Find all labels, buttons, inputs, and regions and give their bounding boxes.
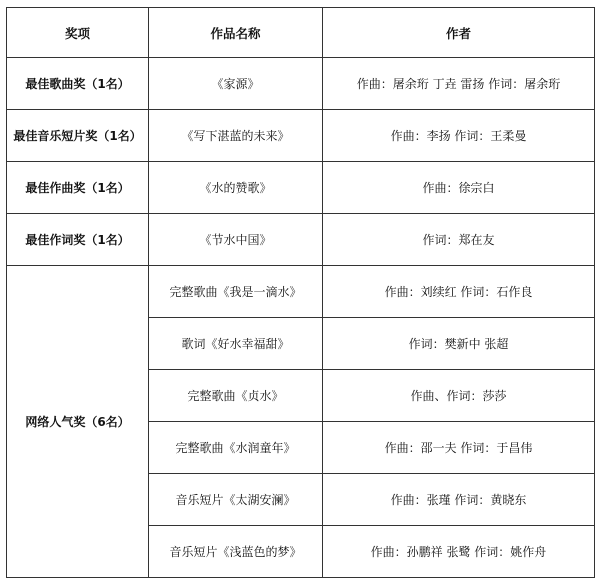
work-cell: 完整歌曲《水润童年》 bbox=[149, 422, 323, 474]
table-row bbox=[7, 162, 595, 214]
author-cell: 作曲：李扬 作词：王柔曼 bbox=[323, 110, 595, 162]
author-cell: 作曲：徐宗白 bbox=[323, 162, 595, 214]
header-award: 奖项 bbox=[7, 8, 149, 58]
work-cell: 《水的赞歌》 bbox=[149, 162, 323, 214]
header-work: 作品名称 bbox=[149, 8, 323, 58]
header-author: 作者 bbox=[323, 8, 595, 58]
author-cell: 作曲：邵一夫 作词：于昌伟 bbox=[323, 422, 595, 474]
work-cell: 完整歌曲《我是一滴水》 bbox=[149, 266, 323, 318]
author-cell: 作曲：屠余珩 丁垚 雷扬 作词：屠余珩 bbox=[323, 58, 595, 110]
award-cell: 最佳音乐短片奖（1名） bbox=[7, 110, 149, 162]
work-cell: 《节水中国》 bbox=[149, 214, 323, 266]
work-cell: 音乐短片《太湖安澜》 bbox=[149, 474, 323, 526]
table-row bbox=[7, 214, 595, 266]
work-cell: 音乐短片《浅蓝色的梦》 bbox=[149, 526, 323, 578]
awards-table bbox=[6, 7, 595, 578]
author-cell: 作词：樊新中 张超 bbox=[323, 318, 595, 370]
work-cell: 《写下湛蓝的未来》 bbox=[149, 110, 323, 162]
header-row bbox=[7, 8, 595, 58]
table-row bbox=[7, 266, 595, 318]
popular-award-cell: 网络人气奖（6名） bbox=[7, 266, 149, 578]
author-cell: 作曲、作词：莎莎 bbox=[323, 370, 595, 422]
award-cell: 最佳作曲奖（1名） bbox=[7, 162, 149, 214]
work-cell: 《家源》 bbox=[149, 58, 323, 110]
work-cell: 完整歌曲《贞水》 bbox=[149, 370, 323, 422]
author-cell: 作曲：张瑾 作词：黄晓东 bbox=[323, 474, 595, 526]
table-row bbox=[7, 58, 595, 110]
award-cell: 最佳歌曲奖（1名） bbox=[7, 58, 149, 110]
author-cell: 作词：郑在友 bbox=[323, 214, 595, 266]
author-cell: 作曲：刘续红 作词：石作良 bbox=[323, 266, 595, 318]
author-cell: 作曲：孙鹏祥 张鹭 作词：姚作舟 bbox=[323, 526, 595, 578]
table-row bbox=[7, 110, 595, 162]
award-cell: 最佳作词奖（1名） bbox=[7, 214, 149, 266]
work-cell: 歌词《好水幸福甜》 bbox=[149, 318, 323, 370]
